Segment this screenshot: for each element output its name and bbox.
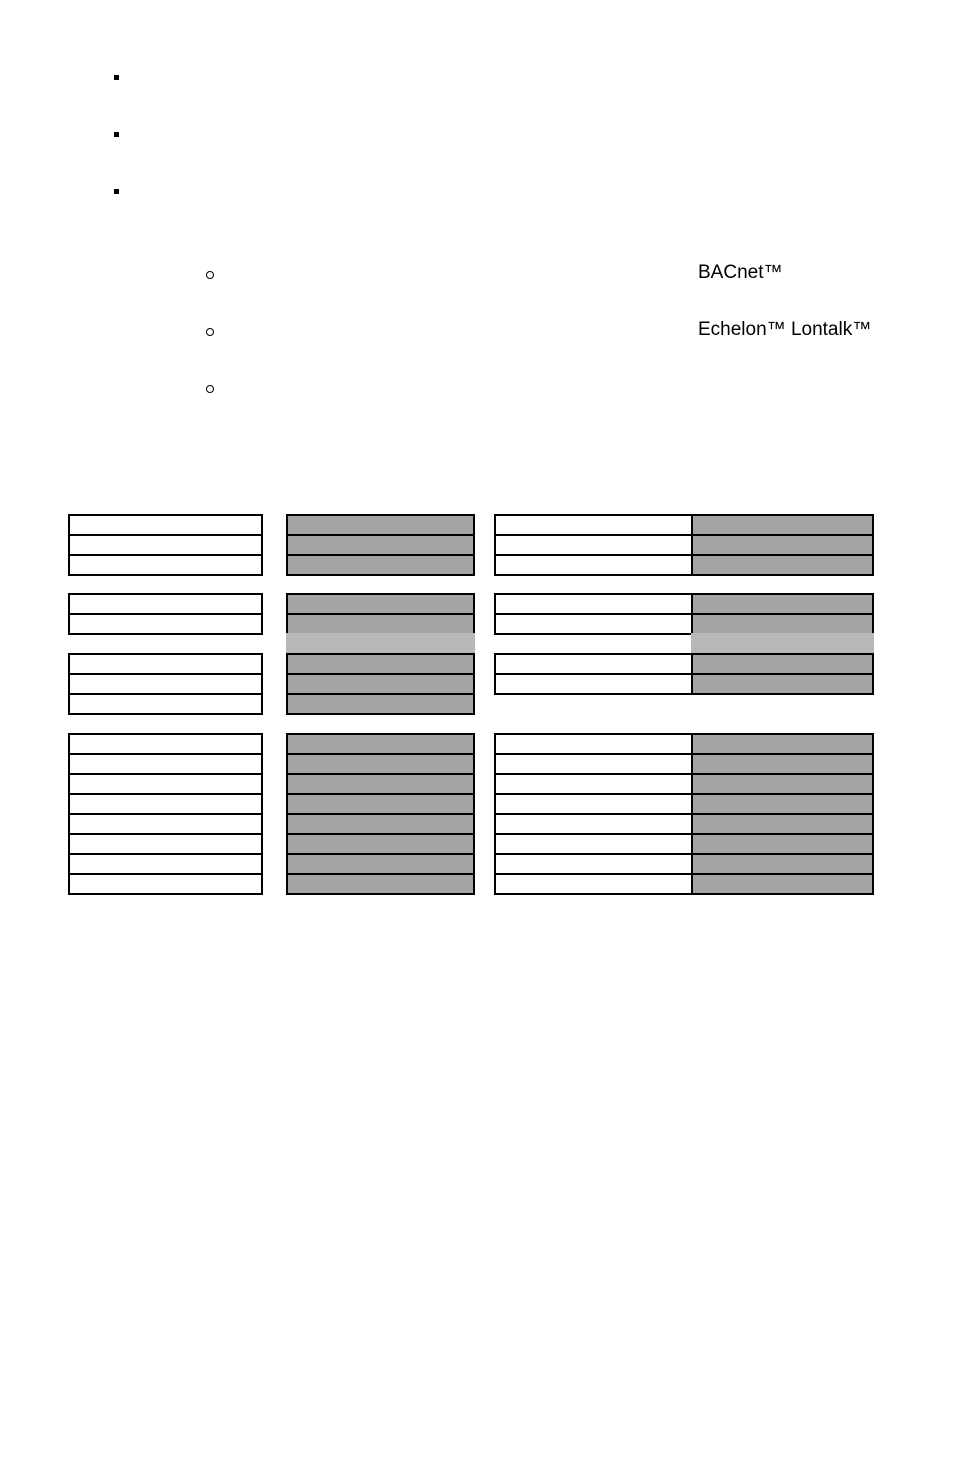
form-cell — [691, 554, 874, 576]
form-cell — [286, 813, 475, 835]
form-cell — [286, 653, 475, 675]
form-cell — [494, 793, 694, 815]
form-cell — [286, 554, 475, 576]
form-cell — [494, 514, 694, 536]
form-cell — [494, 733, 694, 755]
form-cell — [286, 514, 475, 536]
gray-separator-strip — [286, 633, 475, 653]
form-cell — [68, 853, 263, 875]
form-cell — [691, 593, 874, 615]
form-cell — [68, 653, 263, 675]
protocol-label-bacnet: BACnet™ — [698, 262, 783, 283]
square-bullet-icon — [114, 132, 119, 137]
form-cell — [691, 653, 874, 675]
form-cell — [286, 733, 475, 755]
form-cell — [68, 534, 263, 556]
form-cell — [68, 813, 263, 835]
form-cell — [68, 753, 263, 775]
gray-separator-strip — [691, 633, 874, 653]
form-cell — [286, 873, 475, 895]
form-cell — [494, 853, 694, 875]
form-cell — [68, 833, 263, 855]
form-cell — [691, 733, 874, 755]
form-cell — [494, 554, 694, 576]
form-cell — [68, 593, 263, 615]
form-cell — [68, 554, 263, 576]
circle-bullet-icon — [206, 328, 214, 336]
form-cell — [68, 613, 263, 635]
form-cell — [494, 833, 694, 855]
form-cell — [494, 753, 694, 775]
circle-bullet-icon — [206, 385, 214, 393]
form-cell — [494, 613, 694, 635]
form-cell — [68, 514, 263, 536]
form-cell — [286, 773, 475, 795]
form-cell — [68, 733, 263, 755]
form-cell — [691, 793, 874, 815]
form-cell — [286, 613, 475, 635]
circle-bullet-icon — [206, 271, 214, 279]
form-cell — [286, 833, 475, 855]
form-cell — [691, 833, 874, 855]
form-cell — [494, 534, 694, 556]
form-cell — [691, 514, 874, 536]
form-cell — [286, 693, 475, 715]
form-cell — [286, 534, 475, 556]
form-cell — [691, 853, 874, 875]
form-cell — [494, 673, 694, 695]
form-cell — [691, 873, 874, 895]
form-cell — [286, 673, 475, 695]
form-cell — [68, 873, 263, 895]
form-cell — [286, 593, 475, 615]
form-cell — [494, 773, 694, 795]
square-bullet-icon — [114, 75, 119, 80]
form-cell — [691, 773, 874, 795]
form-cell — [691, 753, 874, 775]
form-cell — [691, 534, 874, 556]
form-cell — [68, 793, 263, 815]
form-cell — [68, 693, 263, 715]
protocol-label-lontalk: Echelon™ Lontalk™ — [698, 319, 872, 340]
form-cell — [691, 613, 874, 635]
form-cell — [691, 813, 874, 835]
form-cell — [68, 773, 263, 795]
form-cell — [691, 673, 874, 695]
form-cell — [286, 793, 475, 815]
form-cell — [286, 753, 475, 775]
form-cell — [494, 873, 694, 895]
square-bullet-icon — [114, 189, 119, 194]
form-cell — [494, 653, 694, 675]
form-cell — [494, 813, 694, 835]
form-cell — [286, 853, 475, 875]
form-cell — [494, 593, 694, 615]
form-cell — [68, 673, 263, 695]
